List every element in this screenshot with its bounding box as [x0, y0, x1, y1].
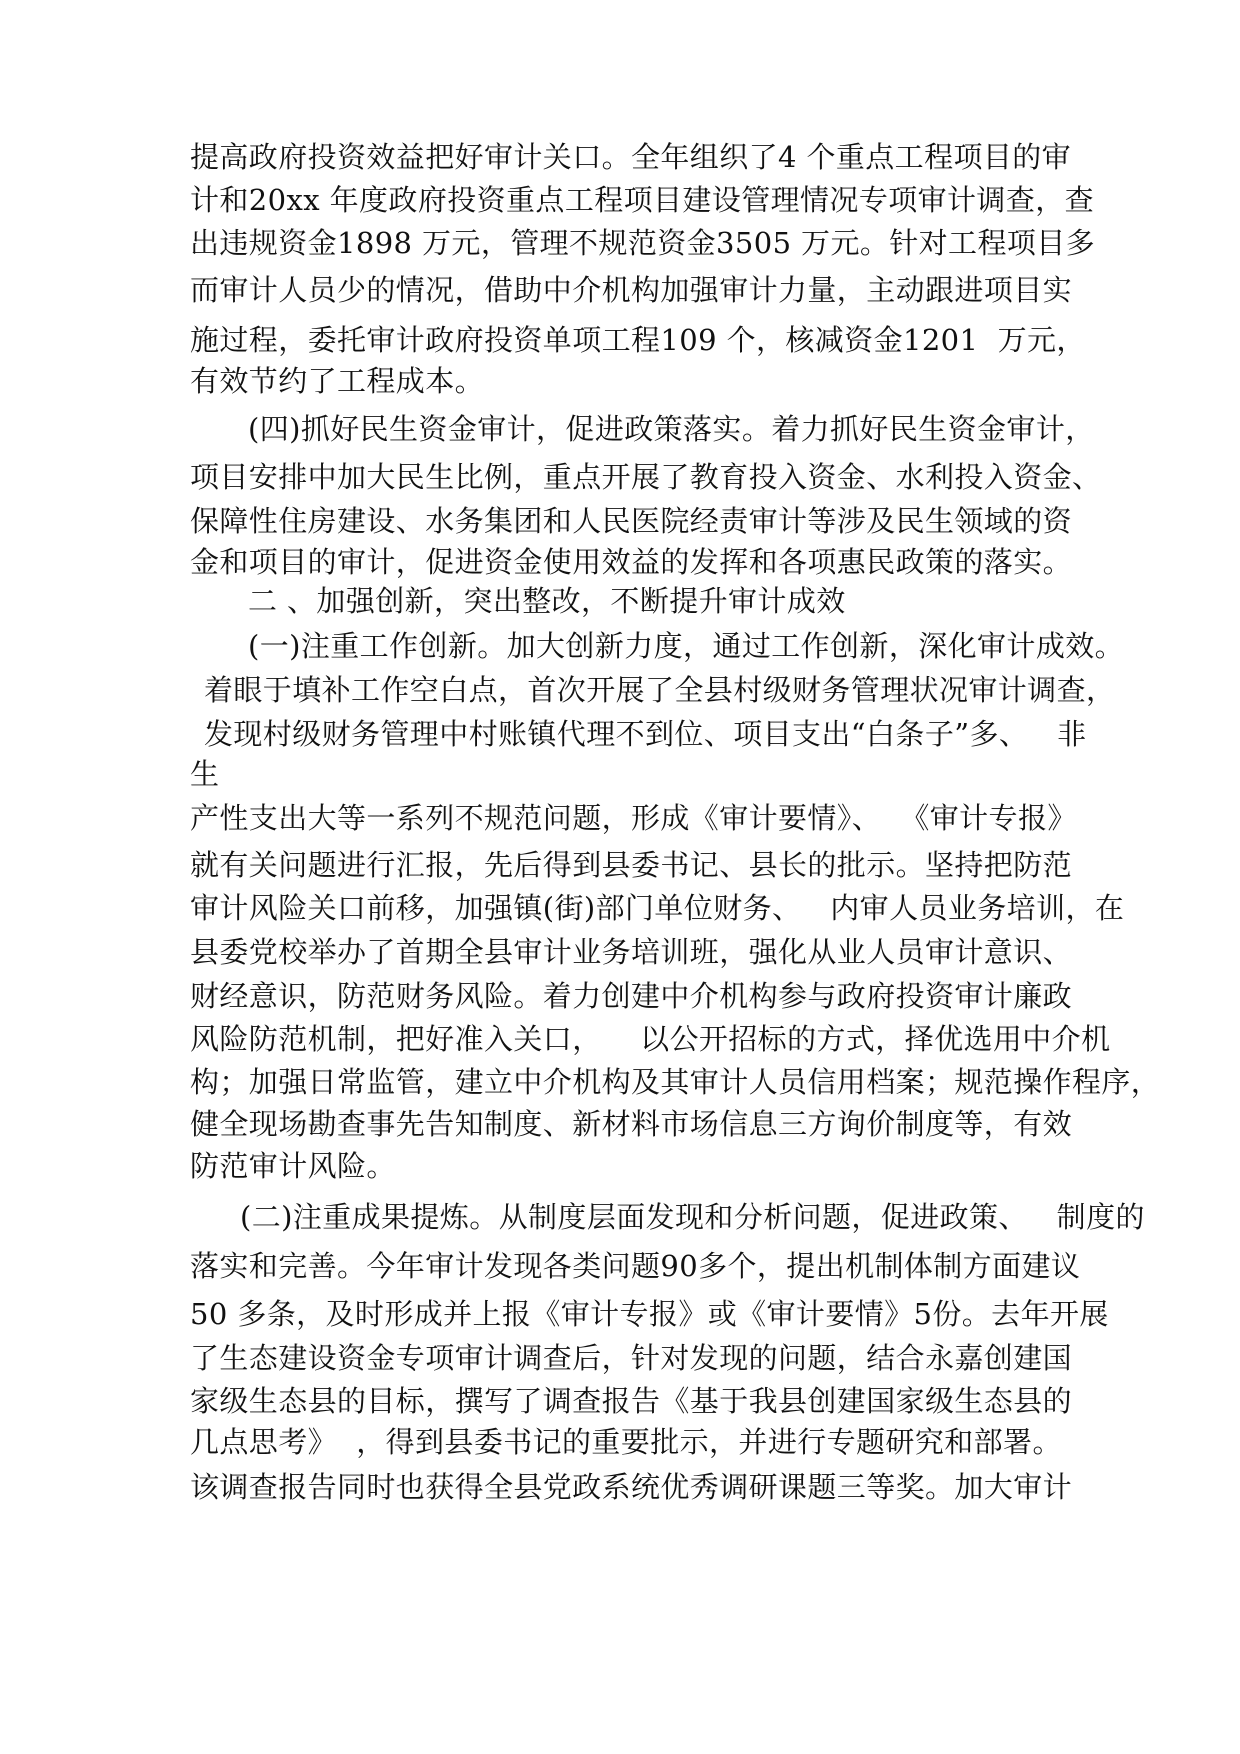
text-line: 健全现场勘查事先告知制度、新材料市场信息三方询价制度等，有效 — [190, 1107, 1073, 1141]
text-line: 就有关问题进行汇报，先后得到县委书记、县长的批示。坚持把防范 — [190, 848, 1073, 882]
text-line: 落实和完善。今年审计发现各类问题90多个，提出机制体制方面建议 — [190, 1249, 1081, 1283]
text-line: 了生态建设资金专项审计调查后，针对发现的问题，结合永嘉创建国 — [190, 1341, 1073, 1375]
text-line: 产性支出大等一系列不规范问题，形成《审计要情》、 《审计专报》 — [190, 801, 1077, 835]
text-line: 审计风险关口前移，加强镇(街)部门单位财务、 内审人员业务培训，在 — [190, 891, 1125, 925]
text-line: 构；加强日常监管，建立中介机构及其审计人员信用档案；规范操作程序， — [190, 1065, 1161, 1099]
section-heading: 二 、加强创新，突出整改，不断提升审计成效 — [248, 584, 846, 618]
text-line: 施过程，委托审计政府投资单项工程109 个，核减资金1201 万元， — [190, 323, 1086, 357]
text-line: 县委党校举办了首期全县审计业务培训班，强化从业人员审计意识、 — [190, 935, 1073, 969]
text-line: 财经意识，防范财务风险。着力创建中介机构参与政府投资审计廉政 — [190, 979, 1073, 1013]
text-line: 项目安排中加大民生比例，重点开展了教育投入资金、水利投入资金、 — [190, 460, 1102, 494]
text-line: 保障性住房建设、水务集团和人民医院经责审计等涉及民生领域的资 — [190, 504, 1073, 538]
text-line: 防范审计风险。 — [190, 1149, 396, 1183]
text-line: (二)注重成果提炼。从制度层面发现和分析问题，促进政策、 制度的 — [240, 1200, 1145, 1234]
text-line: 提高政府投资效益把好审计关口。全年组织了4 个重点工程项目的审 — [190, 140, 1072, 174]
text-line: 有效节约了工程成本。 — [190, 364, 485, 398]
text-line: 出违规资金1898 万元，管理不规范资金3505 万元。针对工程项目多 — [190, 226, 1096, 260]
text-line: 几点思考》 ，得到县委书记的重要批示，并进行专题研究和部署。 — [190, 1425, 1062, 1459]
text-line: 计和20xx 年度政府投资重点工程项目建设管理情况专项审计调查，查 — [190, 183, 1095, 217]
text-line: 风险防范机制，把好准入关口， 以公开招标的方式，择优选用中介机 — [190, 1022, 1111, 1056]
text-line: 着眼于填补工作空白点，首次开展了全县村级财务管理状况审计调查， — [204, 673, 1116, 707]
text-line: (四)抓好民生资金审计，促进政策落实。着力抓好民生资金审计， — [248, 412, 1095, 446]
text-line: 该调查报告同时也获得全县党政系统优秀调研课题三等奖。加大审计 — [190, 1470, 1073, 1504]
text-line: 金和项目的审计，促进资金使用效益的发挥和各项惠民政策的落实。 — [190, 545, 1073, 579]
text-line: 50 多条，及时形成并上报《审计专报》或《审计要情》5份。去年开展 — [190, 1297, 1109, 1331]
text-line: 而审计人员少的情况，借助中介机构加强审计力量，主动跟进项目实 — [190, 273, 1073, 307]
text-line: 家级生态县的目标，撰写了调查报告《基于我县创建国家级生态县的 — [190, 1384, 1073, 1418]
text-line: 发现村级财务管理中村账镇代理不到位、项目支出“白条子”多、 非 — [204, 717, 1087, 751]
text-line: 生 — [190, 757, 220, 791]
text-line: (一)注重工作创新。加大创新力度，通过工作创新，深化审计成效。 — [248, 629, 1125, 663]
